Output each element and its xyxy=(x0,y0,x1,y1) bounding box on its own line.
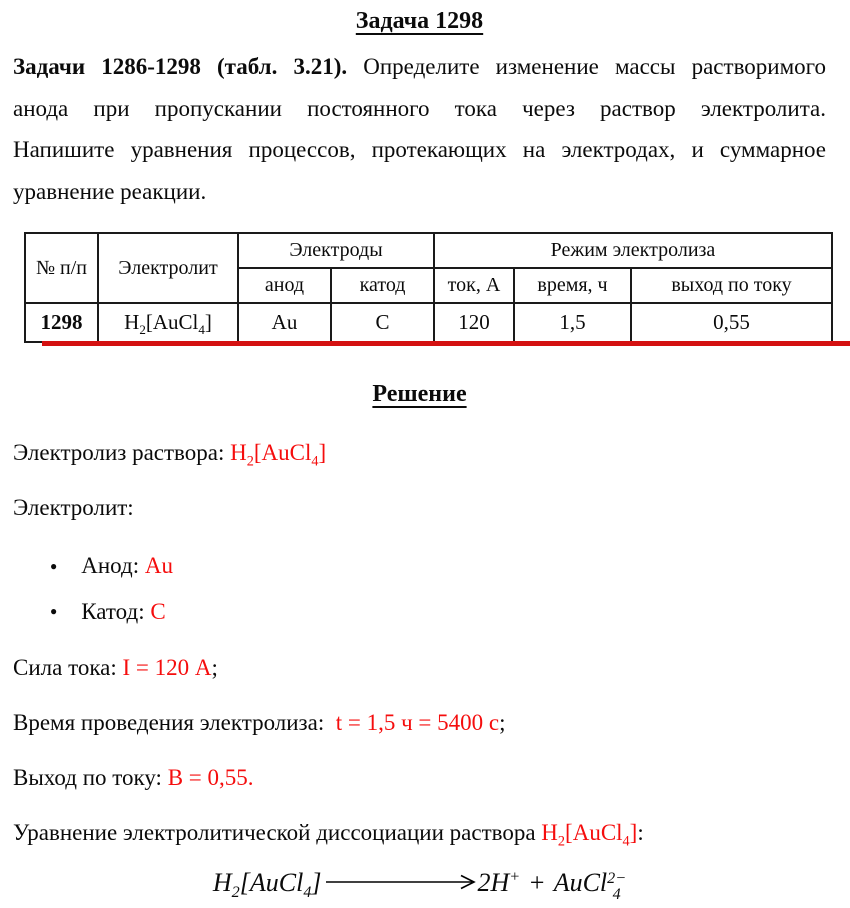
cell-time: 1,5 xyxy=(514,303,631,342)
cell-cathode: C xyxy=(331,303,434,342)
problem-line-2: анода при пропускании постоянного тока через раствор электролита. xyxy=(13,95,826,121)
solution-line-time: Время проведения электролиза: t = 1,5 ч = 5400 с; xyxy=(13,710,506,736)
charge-stack: 2− 4 xyxy=(607,870,627,904)
list-item-anode: ● Анод: Au xyxy=(50,553,173,578)
problem-line-3: Напишите уравнения процессов, протекающих на электродах, и суммарное xyxy=(13,137,826,162)
dissociation-equation xyxy=(13,862,826,908)
problem-line-4: уравнение реакции. xyxy=(13,178,207,204)
conditions-table xyxy=(24,232,833,343)
header-electrolyte: Электролит xyxy=(98,233,238,303)
table-row xyxy=(25,303,832,342)
page-title: Задача 1298 xyxy=(355,8,484,34)
header-anode: анод xyxy=(238,268,331,303)
solution-line-current: Сила тока: I = 120 А; xyxy=(13,655,218,681)
cell-electrolyte-formula: $H_2[AuCl_4]$ xyxy=(98,303,238,342)
anode-value: Au xyxy=(144,553,173,578)
long-right-arrow-icon xyxy=(326,862,476,902)
solution-line-electrolysis: Электролиз раствора: $H_2[AuCl_4]$ xyxy=(13,440,327,470)
solution-line-yield: Выход по току: В = 0,55. xyxy=(13,765,254,791)
problem-line-1 xyxy=(13,46,826,88)
solution-heading: Решение xyxy=(372,381,467,407)
solution-line-dissociation: Уравнение электролитической диссоциации раствора $H_2[AuCl_4]$: xyxy=(13,820,644,851)
equation-rhs: 2H+ + AuCl 2− 4 xyxy=(477,868,627,904)
header-electrodes: Электроды xyxy=(238,233,434,268)
solution-line-electrolyte: Электролит: xyxy=(13,495,134,520)
formula-h2aucl4: $H_2[AuCl_4]$ xyxy=(230,440,327,470)
yield-value: В = 0,55. xyxy=(167,765,254,791)
problem-bold-intro: Задачи 1286-1298 (табл. 3.21). xyxy=(13,54,348,79)
formula-h2aucl4: $H_2[AuCl_4]$ xyxy=(541,820,638,851)
header-yield: выход по току xyxy=(631,268,832,303)
conditions-table-wrapper xyxy=(24,232,831,346)
header-num: № п/п xyxy=(25,233,98,303)
bullet-icon: ● xyxy=(50,558,58,573)
time-value: t = 1,5 ч = 5400 с xyxy=(335,710,500,736)
cell-yield: 0,55 xyxy=(631,303,832,342)
current-value: I = 120 А xyxy=(122,655,212,681)
header-mode: Режим электролиза xyxy=(434,233,832,268)
list-item-cathode: ● Катод: C xyxy=(50,598,166,624)
equation-lhs: $H_2[AuCl_4]$ xyxy=(212,868,322,902)
problem-statement xyxy=(13,46,826,212)
cell-anode: Au xyxy=(238,303,331,342)
header-time: время, ч xyxy=(514,268,631,303)
cathode-value: C xyxy=(150,598,166,624)
header-cathode: катод xyxy=(331,268,434,303)
problem-line-1-rest: Определите изменение массы растворимого xyxy=(347,54,826,79)
header-current: ток, А xyxy=(434,268,514,303)
red-underline xyxy=(42,341,850,346)
cell-num: 1298 xyxy=(25,303,98,342)
document-page xyxy=(0,6,839,904)
cell-current: 120 xyxy=(434,303,514,342)
bullet-icon: ● xyxy=(50,604,58,619)
electrode-list xyxy=(0,552,839,627)
